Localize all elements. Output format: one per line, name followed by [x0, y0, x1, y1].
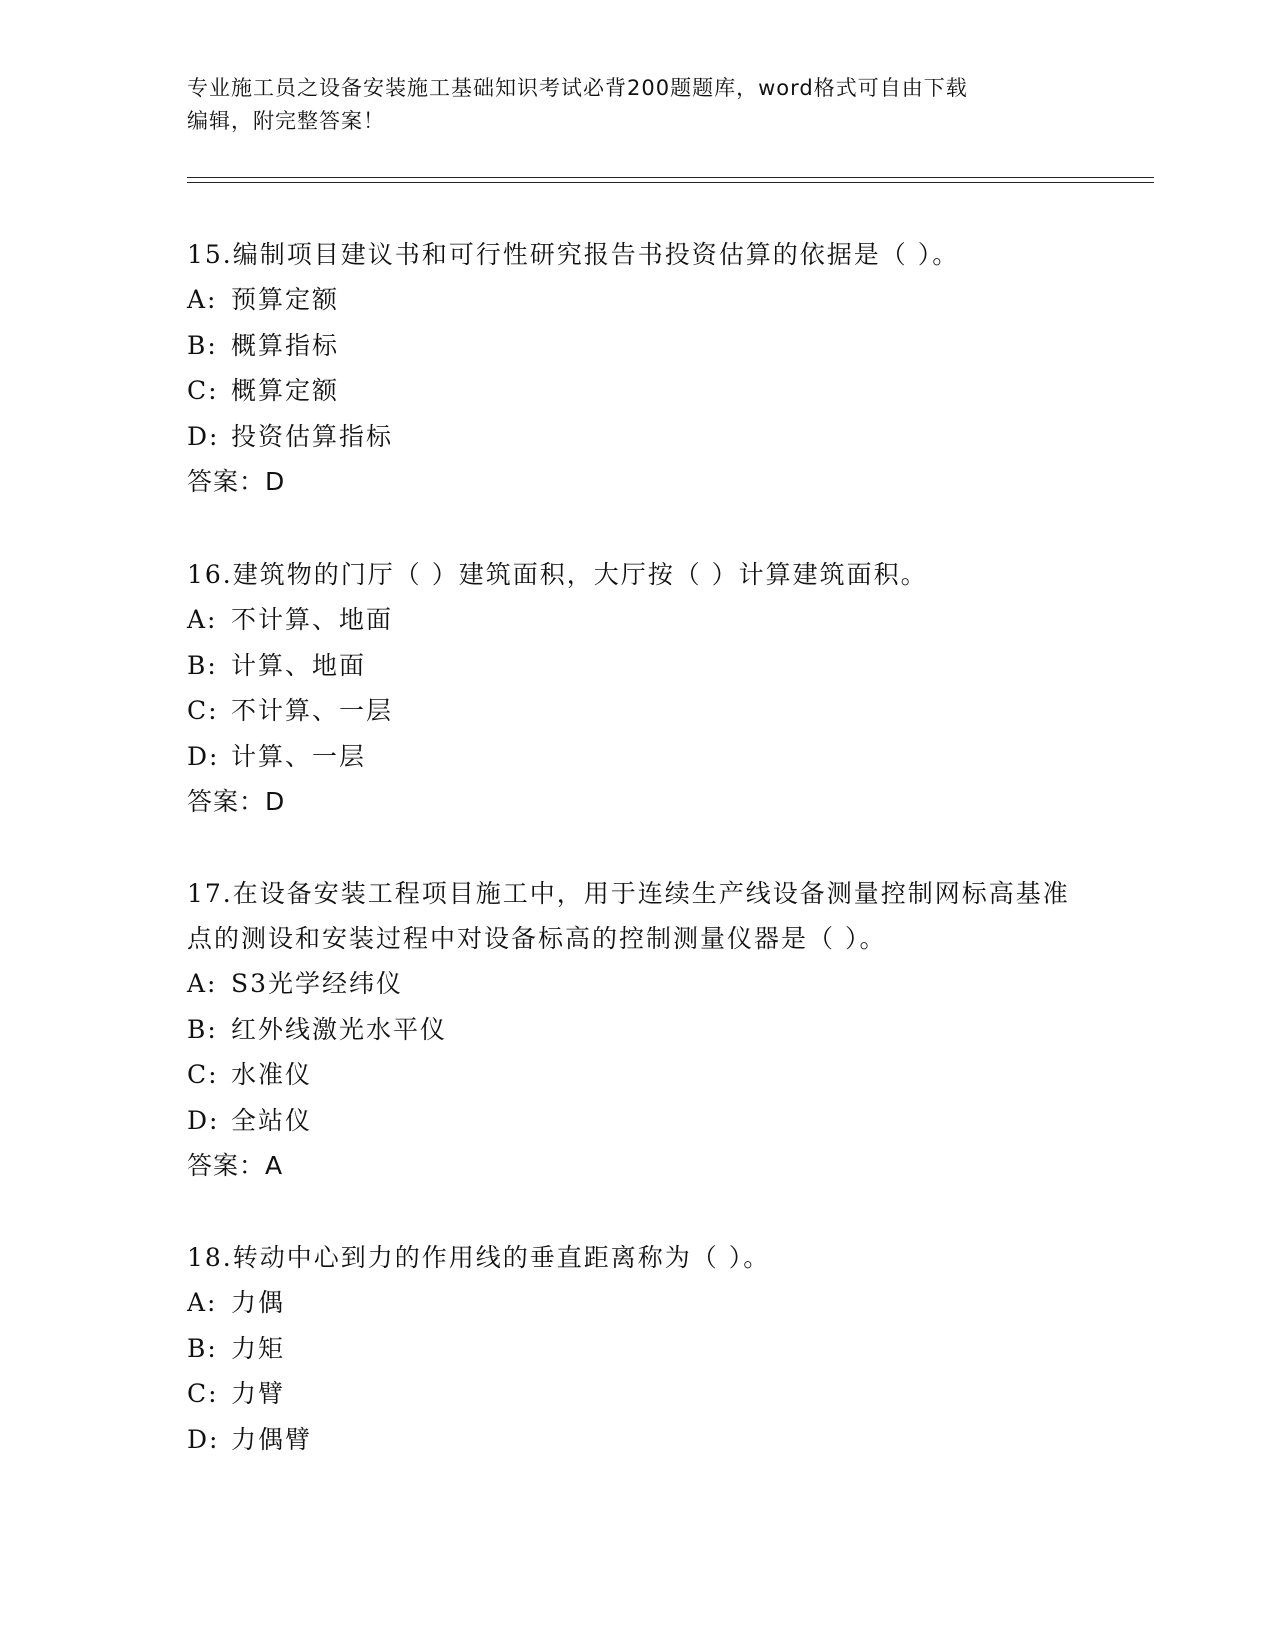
option-text: 力臂 — [231, 1379, 286, 1408]
option-letter: A: — [187, 605, 218, 634]
option-letter: A: — [187, 1288, 218, 1317]
option-b — [187, 323, 1087, 369]
option-text: 力偶 — [231, 1288, 286, 1317]
question-title: 17.在设备安装工程项目施工中，用于连续生产线设备测量控制网标高基准点的测设和安装过程中对设备标高的控制测量仪器是（ ）。 — [187, 879, 1070, 953]
question-title: 16.建筑物的门厅（ ）建筑面积，大厅按（ ）计算建筑面积。 — [187, 560, 928, 589]
header-divider-bottom — [187, 182, 1154, 183]
option-text: 水准仪 — [231, 1060, 313, 1089]
option-d — [187, 734, 1087, 780]
question-16 — [187, 552, 1087, 824]
option-letter: C: — [187, 1379, 219, 1408]
question-15 — [187, 232, 1087, 504]
answer: 答案：D — [187, 787, 286, 816]
option-text: 力矩 — [231, 1333, 286, 1363]
question-title: 15.编制项目建议书和可行性研究报告书投资估算的依据是（ ）。 — [187, 240, 960, 269]
option-a — [187, 277, 1087, 323]
option-letter: A: — [187, 969, 218, 998]
option-b — [187, 1007, 1087, 1053]
option-text: S3光学经纬仪 — [231, 969, 404, 998]
option-d — [187, 1098, 1087, 1144]
answer: 答案：D — [187, 467, 286, 496]
option-text: 全站仪 — [231, 1105, 313, 1135]
option-letter: B: — [187, 650, 218, 680]
option-c — [187, 1052, 1087, 1098]
option-text: 不计算、一层 — [231, 696, 394, 725]
option-letter: C: — [187, 696, 219, 725]
option-text: 力偶臂 — [231, 1424, 313, 1454]
option-d — [187, 414, 1087, 460]
option-text: 红外线激光水平仪 — [231, 1014, 448, 1044]
option-text: 不计算、地面 — [231, 605, 394, 634]
option-c — [187, 1371, 1087, 1417]
option-letter: D: — [187, 1105, 220, 1135]
option-a — [187, 961, 1087, 1007]
option-letter: B: — [187, 1333, 218, 1363]
question-18 — [187, 1235, 1087, 1462]
option-c — [187, 688, 1087, 734]
answer: 答案：A — [187, 1151, 284, 1180]
option-text: 概算定额 — [231, 376, 340, 405]
question-title: 18.转动中心到力的作用线的垂直距离称为（ ）。 — [187, 1243, 771, 1272]
document-header — [187, 72, 1087, 138]
option-letter: D: — [187, 1424, 220, 1454]
option-c — [187, 368, 1087, 414]
header-line-2: 编辑，附完整答案！ — [187, 109, 385, 133]
header-line-1: 专业施工员之设备安装施工基础知识考试必背200题题库，word格式可自由下载 — [187, 76, 968, 100]
option-b — [187, 1326, 1087, 1372]
option-letter: C: — [187, 376, 219, 405]
option-letter: C: — [187, 1060, 219, 1089]
question-17 — [187, 871, 1087, 1188]
option-a — [187, 597, 1087, 643]
option-text: 计算、一层 — [231, 741, 367, 771]
option-letter: A: — [187, 285, 218, 314]
option-b — [187, 643, 1087, 689]
option-letter: D: — [187, 741, 220, 771]
option-letter: B: — [187, 330, 218, 360]
option-letter: D: — [187, 421, 220, 451]
option-letter: B: — [187, 1014, 218, 1044]
option-text: 预算定额 — [231, 285, 340, 314]
option-text: 投资估算指标 — [231, 421, 394, 451]
option-text: 概算指标 — [231, 330, 340, 360]
option-a — [187, 1280, 1087, 1326]
option-d — [187, 1417, 1087, 1463]
option-text: 计算、地面 — [231, 650, 367, 680]
header-divider-top — [187, 177, 1154, 178]
